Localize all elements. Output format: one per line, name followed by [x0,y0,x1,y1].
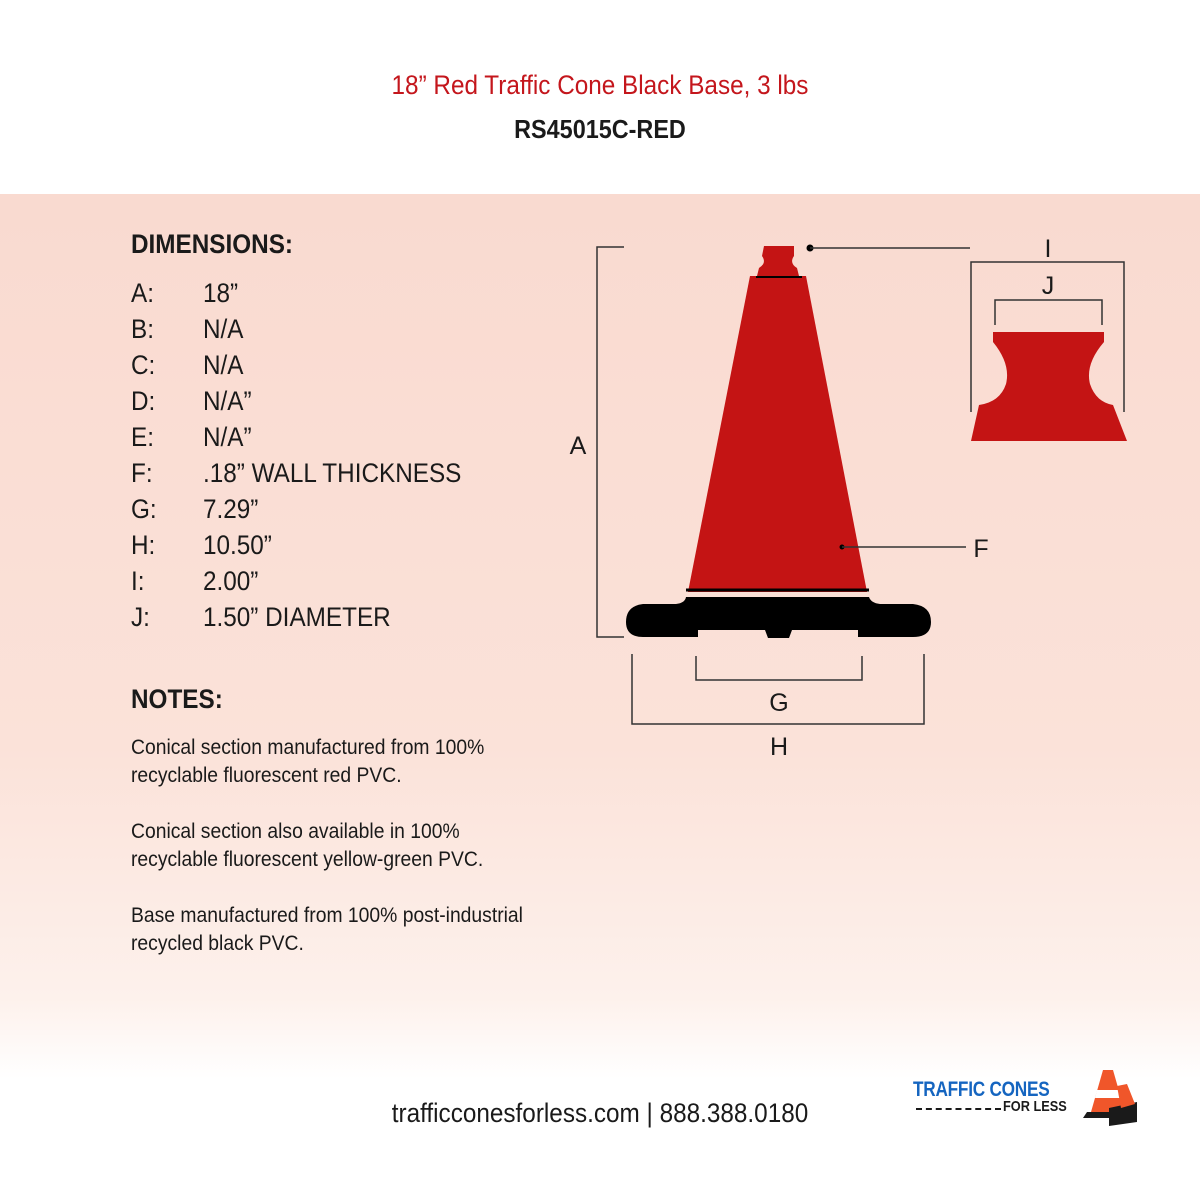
dimension-value: N/A” [203,386,252,416]
dimension-key: F: [131,458,153,488]
label-a: A [569,432,587,460]
collar-detail [971,332,1127,441]
dimension-key: G: [131,494,157,524]
dimensions-heading: DIMENSIONS: [131,229,294,259]
brand-logo [913,1068,1138,1128]
dimension-value: 18” [203,278,239,308]
note-base: Base manufactured from 100% post-industrial recycled black PVC. [131,904,523,955]
label-i: I [1044,235,1052,263]
dimension-value: 7.29” [203,494,259,524]
cone-collar [757,246,799,276]
dimension-key: H: [131,530,156,560]
dimension-key: E: [131,422,154,452]
dimension-value: 1.50” DIAMETER [203,602,391,632]
dimension-value: N/A [203,350,244,380]
dimension-key: A: [131,278,154,308]
product-title: 18” Red Traffic Cone Black Base, 3 lbs [391,70,809,100]
dimension-key: D: [131,386,156,416]
dimension-value: 10.50” [203,530,272,560]
label-g: G [769,689,789,717]
notes-heading: NOTES: [131,684,223,714]
traffic-cone-icon [1083,1068,1139,1128]
dimension-value: .18” WALL THICKNESS [203,458,462,488]
dimension-key: I: [131,566,145,596]
label-f: F [973,535,989,563]
dimension-a-bracket [597,247,624,637]
note-conical-yellow-green: Conical section also available in 100% recyclable fluorescent yellow-green PVC. [131,820,484,871]
logo-wordmark-top: TRAFFIC CONES [913,1078,1050,1101]
label-h: H [769,733,789,761]
dimension-key: C: [131,350,156,380]
dimension-value: 2.00” [203,566,259,596]
dimension-key: J: [131,602,150,632]
dimension-key: B: [131,314,154,344]
dimension-value: N/A” [203,422,252,452]
dimension-value: N/A [203,314,244,344]
cone-base [626,597,931,638]
note-conical-red: Conical section manufactured from 100% recyclable fluorescent red PVC. [131,736,485,787]
dimension-g-bracket [696,656,862,680]
logo-wordmark-bottom: FOR LESS [1003,1098,1067,1115]
label-j: J [1041,272,1055,300]
product-sku: RS45015C-RED [514,114,686,144]
logo-dash [916,1108,1001,1110]
dimension-j-bracket [995,300,1102,325]
footer-contact: trafficconesforless.com | 888.388.0180 [391,1098,809,1128]
cone-body [688,276,867,592]
